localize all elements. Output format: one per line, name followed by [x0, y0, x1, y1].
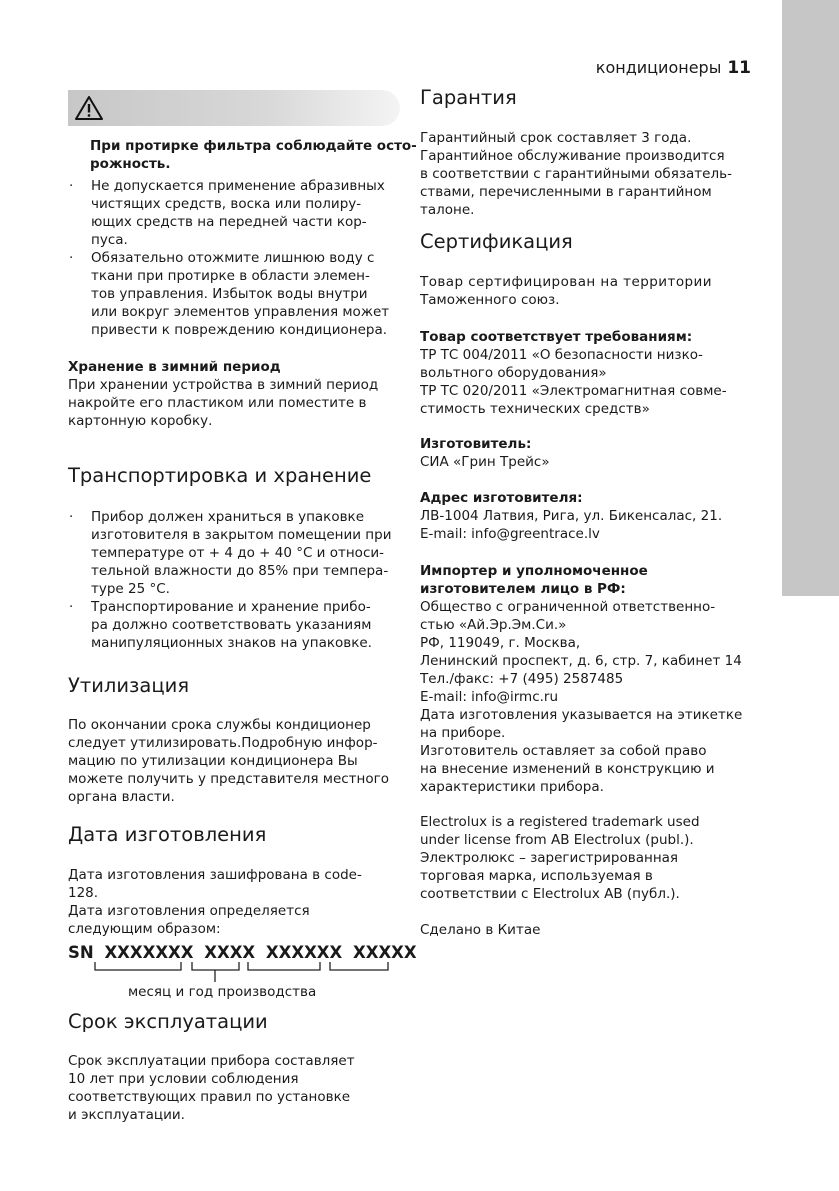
service-life-text [68, 1052, 400, 1124]
manufacture-date-heading: Дата изготовления [68, 823, 267, 846]
paragraph-line: ТР ТС 020/2011 «Электромагнитная совме- [420, 383, 727, 399]
certification-heading: Сертификация [420, 230, 573, 253]
list-item-line: или вокруг элементов управления может [91, 304, 390, 320]
paragraph-line: По окончании срока службы кондиционер [68, 717, 371, 733]
paragraph-line: следующим образом: [68, 921, 221, 937]
list-item: · Обязательно отожмите лишнюю воду с ткани при протирке в области элемен- тов управления. Избыток воды внутри или вокруг элементов управления может привести к повреждению кондиционера. [68, 249, 400, 339]
service-life-heading: Срок эксплуатации [68, 1010, 268, 1033]
list-item-line: Не допускается применение абразивных [91, 178, 385, 194]
list-item: · Не допускается применение абразивных чистящих средств, воска или полиру- ющих средств на передней части кор- пуса. [68, 177, 400, 249]
address-heading: Адрес изготовителя: [420, 490, 583, 506]
paragraph-line: ЛВ-1004 Латвия, Рига, ул. Бикенсалас, 21. [420, 508, 723, 524]
sn-caption: месяц и год производства [128, 984, 317, 1000]
importer-heading: изготовителем лицо в РФ: [420, 581, 626, 597]
paragraph-line: в соответствии с гарантийными обязатель- [420, 166, 732, 182]
paragraph-line: 128. [68, 885, 99, 901]
paragraph-line: Дата изготовления определяется [68, 903, 310, 919]
disposal-text [68, 716, 400, 806]
paragraph-line: вольтного оборудования» [420, 365, 607, 381]
certification-text [420, 273, 750, 309]
paragraph-line: Ленинский проспект, д. 6, стр. 7, кабинет 14 [420, 653, 742, 669]
list-item-line: туре 25 °C. [91, 581, 170, 597]
list-item-line: Обязательно отожмите лишнюю воду с [91, 250, 375, 266]
paragraph-line: торговая марка, используемая в [420, 868, 653, 884]
paragraph-line: Гарантийное обслуживание производится [420, 148, 725, 164]
sn-group: XXXXX [353, 943, 417, 962]
sn-bracket-2 [192, 962, 239, 970]
trademark-notice [420, 813, 750, 903]
page-header-title: кондиционеры [595, 58, 722, 77]
paragraph-line: Товар сертифицирован на территории [420, 274, 712, 290]
paragraph-line: ТР ТС 004/2011 «О безопасности низко- [420, 347, 703, 363]
paragraph-line: стимость технических средств» [420, 401, 650, 417]
list-item-line: тов управления. Избыток воды внутри [91, 286, 368, 302]
paragraph-line: Таможенного союз. [420, 292, 560, 308]
paragraph-line: При хранении устройства в зимний период [68, 377, 379, 393]
warning-banner [68, 90, 400, 126]
manufacturer-heading: Изготовитель: [420, 436, 532, 452]
paragraph-line: накройте его пластиком или поместите в [68, 395, 367, 411]
paragraph-line: на приборе. [420, 725, 506, 741]
manufacturer [420, 435, 750, 471]
disposal-heading: Утилизация [68, 674, 190, 697]
page-number: 11 [727, 58, 751, 78]
list-item-line: ра должно соответствовать указаниям [91, 617, 372, 633]
section-side-tab [782, 0, 839, 596]
paragraph-line: Тел./факс: +7 (495) 2587485 [420, 671, 624, 687]
paragraph-line: Гарантийный срок составляет 3 года. [420, 130, 692, 146]
paragraph-line: Дата изготовления указывается на этикетке [420, 707, 743, 723]
sn-bracket-3 [248, 962, 320, 970]
list-item-line: ющих средств на передней части кор- [91, 214, 367, 230]
paragraph-line: under license from AB Electrolux (publ.). [420, 832, 694, 848]
paragraph-line: 10 лет при условии соблюдения [68, 1071, 299, 1087]
paragraph-line: следует утилизировать.Подробную инфор- [68, 735, 378, 751]
list-item-line: привести к повреждению кондиционера. [91, 322, 388, 338]
importer-heading: Импортер и уполномоченное [420, 563, 648, 579]
manufacturer-name: СИА «Грин Трейс» [420, 454, 550, 470]
list-item-line: чистящих средств, воска или полиру- [91, 196, 362, 212]
warranty-heading: Гарантия [420, 86, 517, 109]
paragraph-line: соответствующих правил по установке [68, 1089, 351, 1105]
serial-number-brackets [68, 958, 400, 984]
paragraph-line: на внесение изменений в конструкцию и [420, 761, 715, 777]
sn-group: XXXXXXX [104, 943, 194, 962]
warranty-text [420, 129, 750, 219]
origin-text: Сделано в Китае [420, 922, 541, 938]
manufacture-date-text [68, 866, 400, 938]
transport-heading: Транспортировка и хранение [68, 464, 372, 487]
sn-bracket-4 [330, 962, 388, 970]
paragraph-line: РФ, 119049, г. Москва, [420, 635, 581, 651]
list-item-line: Транспортирование и хранение прибо- [91, 599, 371, 615]
sn-prefix: SN [68, 943, 94, 962]
list-item-line: Прибор должен храниться в упаковке [91, 509, 364, 525]
list-item-line: тельной влажности до 85% при темпера- [91, 563, 389, 579]
warning-triangle-icon [74, 95, 104, 121]
warning-list [68, 177, 400, 339]
paragraph-line: Общество с ограниченной ответственно- [420, 599, 716, 615]
paragraph-line: и эксплуатации. [68, 1107, 185, 1123]
paragraph-line: Срок эксплуатации прибора составляет [68, 1053, 355, 1069]
country-of-origin [420, 921, 750, 939]
paragraph-line: Дата изготовления зашифрована в code- [68, 867, 362, 883]
list-item-line: манипуляционных знаков на упаковке. [91, 635, 372, 651]
requirements-heading: Товар соответствует требованиям: [420, 329, 693, 345]
paragraph-line: стью «Ай.Эр.Эм.Си.» [420, 617, 567, 633]
list-item: · Прибор должен храниться в упаковке изготовителя в закрытом помещении при температуре от + 4 до + 40 °C и относи- тельной влажности до 85% при темпера- туре 25 °C. [68, 508, 400, 598]
paragraph-line: талоне. [420, 202, 475, 218]
paragraph-line: E-mail: info@irmc.ru [420, 689, 559, 705]
list-item-line: пуса. [91, 232, 128, 248]
list-item-line: изготовителя в закрытом помещении при [91, 527, 392, 543]
page-header [596, 58, 751, 78]
paragraph-line: Электролюкс – зарегистрированная [420, 850, 679, 866]
paragraph-line: картонную коробку. [68, 413, 213, 429]
sn-group: XXXX [204, 943, 256, 962]
sn-bracket-1 [95, 962, 181, 970]
list-item: · Транспортирование и хранение прибо- ра должно соответствовать указаниям манипуляционных знаков на упаковке. [68, 598, 400, 652]
paragraph-line: соответствии с Electrolux AB (публ.). [420, 886, 680, 902]
paragraph-line: органа власти. [68, 789, 175, 805]
paragraph-line: Electrolux is a registered trademark used [420, 814, 700, 830]
paragraph-line: E-mail: info@greentrace.lv [420, 526, 600, 542]
requirements [420, 328, 750, 418]
winter-storage-heading: Хранение в зимний период [68, 359, 281, 375]
paragraph-line: характеристики прибора. [420, 779, 604, 795]
transport-list [68, 508, 400, 652]
paragraph-line: можете получить у представителя местного [68, 771, 389, 787]
winter-storage [68, 358, 400, 430]
paragraph-line: Изготовитель оставляет за собой право [420, 743, 707, 759]
paragraph-line: ствами, перечисленными в гарантийном [420, 184, 712, 200]
manufacturer-address [420, 489, 750, 543]
importer [420, 562, 750, 796]
warning-intro [90, 137, 417, 173]
paragraph-line: мацию по утилизации кондиционера Вы [68, 753, 358, 769]
list-item-line: температуре от + 4 до + 40 °C и относи- [91, 545, 385, 561]
sn-group: XXXXXX [265, 943, 343, 962]
list-item-line: ткани при протирке в области элемен- [91, 268, 370, 284]
warning-intro-line: рожность. [90, 156, 171, 172]
warning-intro-line: При протирке фильтра соблюдайте осто- [90, 138, 417, 154]
